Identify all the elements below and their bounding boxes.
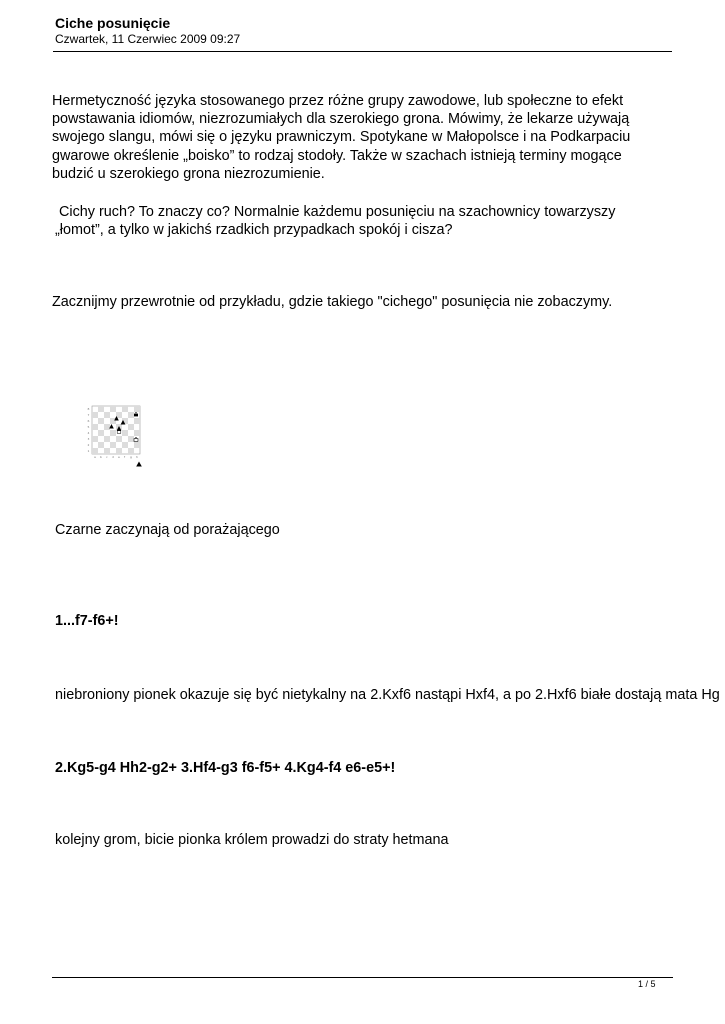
move-notation-2: 2.Kg5-g4 Hh2-g2+ 3.Hf4-g3 f6-f5+ 4.Kg4-f4 e6-e5+! (55, 760, 396, 776)
dark-square (104, 424, 110, 430)
dark-square (92, 424, 98, 430)
question-line: Cichy ruch? To znaczy co? Normalnie każdemu posunięciu na szachownicy towarzyszy (55, 204, 616, 220)
dark-square (92, 412, 98, 418)
dark-square (110, 430, 116, 436)
dark-square (134, 442, 140, 448)
page-number: 1 / 5 (638, 979, 656, 989)
chessboard (92, 406, 140, 454)
dark-square (104, 448, 110, 454)
document-date: Czwartek, 11 Czerwiec 2009 09:27 (55, 32, 241, 46)
dark-square (128, 448, 134, 454)
rank-label: 4 (87, 431, 90, 435)
black-starts-paragraph: Czarne zaczynają od porażającego (55, 522, 280, 538)
question-line: „łomot”, a tylko w jakichś rzadkich przypadkach spokój i cisza? (55, 222, 453, 239)
side-to-move-icon (136, 462, 142, 467)
rank-label: 5 (87, 425, 90, 429)
intro-line: swojego slangu, mówi się o języku prawniczym. Spotykane w Małopolsce i na Podkarpaciu (52, 129, 631, 146)
dark-square (122, 406, 128, 412)
move-comment-1: niebroniony pionek okazuje się być nietykalny na 2.Kxf6 nastąpi Hxf4, a po 2.Hxf6 białe dostają mata Hg (55, 687, 720, 703)
rank-label: 8 (87, 407, 90, 411)
dark-square (128, 436, 134, 442)
rank-label: 2 (87, 443, 90, 447)
file-label: d (112, 455, 114, 459)
move-notation-1: 1...f7-f6+! (55, 613, 119, 629)
footer-divider (52, 977, 673, 978)
dark-square (134, 418, 140, 424)
dark-square (104, 412, 110, 418)
dark-square (110, 406, 116, 412)
dark-square (128, 412, 134, 418)
dark-square (92, 436, 98, 442)
intro-line: gwarowe określenie „boisko” to rodzaj stodoły. Także w szachach istnieją terminy mogące (52, 147, 622, 164)
rank-label: 7 (87, 413, 90, 417)
dark-square (122, 430, 128, 436)
dark-square (134, 430, 140, 436)
intro-line: Hermetyczność języka stosowanego przez różne grupy zawodowe, lub społeczne to efekt (52, 93, 624, 109)
move-comment-2: kolejny grom, bicie pionka królem prowadzi do straty hetmana (55, 832, 449, 848)
dark-square (128, 424, 134, 430)
dark-square (92, 448, 98, 454)
rank-label: 1 (87, 449, 90, 453)
dark-square (104, 436, 110, 442)
dark-square (98, 430, 104, 436)
intro-line: powstawania idiomów, niezrozumiałych dla szerokiego grona. Mówimy, że lekarze używają (52, 111, 630, 128)
file-label: f (124, 455, 126, 459)
rank-label: 3 (87, 437, 90, 441)
intro-line: budzić u szerokiego grona niezrozumienie. (52, 165, 325, 182)
example-intro-paragraph: Zacznijmy przewrotnie od przykładu, gdzie takiego "cichego" posunięcia nie zobaczymy. (52, 294, 613, 310)
dark-square (116, 436, 122, 442)
question-paragraph (55, 203, 615, 239)
dark-square (98, 418, 104, 424)
intro-paragraph (52, 92, 630, 183)
rank-label: 6 (87, 419, 90, 423)
white-queen-icon (117, 431, 121, 434)
dark-square (98, 406, 104, 412)
file-label: g (130, 455, 132, 459)
chess-diagram (86, 404, 146, 470)
dark-square (116, 448, 122, 454)
file-label: b (100, 455, 102, 459)
file-label: c (106, 455, 108, 459)
header-divider (53, 51, 672, 52)
dark-square (122, 442, 128, 448)
file-label: a (94, 455, 96, 459)
file-label: h (136, 455, 138, 459)
document-title: Ciche posunięcie (55, 15, 171, 31)
file-label: e (118, 455, 120, 459)
dark-square (98, 442, 104, 448)
dark-square (134, 406, 140, 412)
dark-square (110, 442, 116, 448)
